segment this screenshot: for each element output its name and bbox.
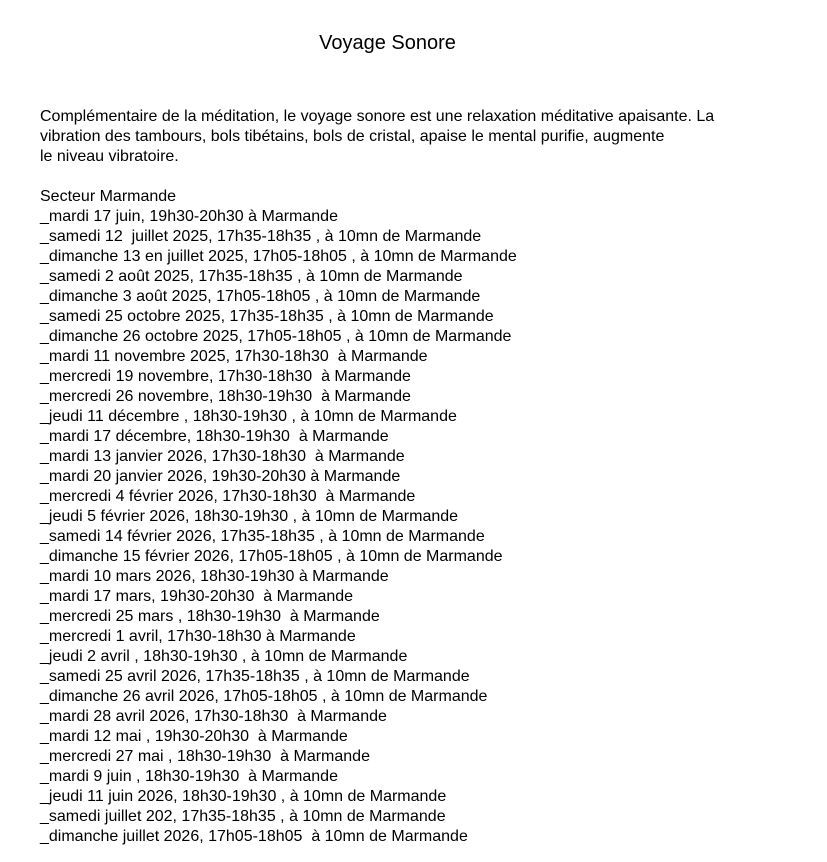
intro-line: Complémentaire de la méditation, le voyage sonore est une relaxation méditative apaisante. La — [40, 108, 715, 125]
sector-heading: Secteur Marmande — [40, 188, 177, 205]
event-item: _mercredi 26 novembre, 18h30-19h30 à Marmande — [40, 388, 411, 405]
event-item: _mercredi 27 mai , 18h30-19h30 à Marmande — [40, 748, 370, 765]
intro-line: vibration des tambours, bols tibétains, bols de cristal, apaise le mental purifie, augmente — [40, 128, 665, 145]
event-item: _mardi 20 janvier 2026, 19h30-20h30 à Marmande — [40, 468, 401, 485]
event-item: _samedi 25 avril 2026, 17h35-18h35 , à 10mn de Marmande — [40, 668, 470, 685]
event-item: _mercredi 19 novembre, 17h30-18h30 à Marmande — [40, 368, 411, 385]
event-item: _jeudi 2 avril , 18h30-19h30 , à 10mn de Marmande — [40, 648, 408, 665]
event-item: _dimanche 3 août 2025, 17h05-18h05 , à 10mn de Marmande — [40, 288, 481, 305]
event-item: _dimanche 13 en juillet 2025, 17h05-18h05 , à 10mn de Marmande — [40, 248, 517, 265]
event-item: _mardi 12 mai , 19h30-20h30 à Marmande — [40, 728, 348, 745]
event-item: _samedi 25 octobre 2025, 17h35-18h35 , à 10mn de Marmande — [40, 308, 494, 325]
event-item: _samedi 12 juillet 2025, 17h35-18h35 , à 10mn de Marmande — [40, 228, 482, 245]
intro-paragraph — [40, 107, 800, 167]
event-item: _dimanche 26 octobre 2025, 17h05-18h05 , à 10mn de Marmande — [40, 328, 512, 345]
intro-line: le niveau vibratoire. — [40, 148, 179, 165]
event-item: _samedi 14 février 2026, 17h35-18h35 , à 10mn de Marmande — [40, 528, 485, 545]
event-item: _mercredi 4 février 2026, 17h30-18h30 à Marmande — [40, 488, 416, 505]
page-title: Voyage Sonore — [319, 32, 456, 54]
event-list — [40, 207, 517, 847]
event-item: _mardi 9 juin , 18h30-19h30 à Marmande — [40, 768, 338, 785]
event-item: _dimanche 26 avril 2026, 17h05-18h05 , à 10mn de Marmande — [40, 688, 488, 705]
event-item: _mercredi 1 avril, 17h30-18h30 à Marmande — [40, 628, 356, 645]
event-item: _dimanche 15 février 2026, 17h05-18h05 , à 10mn de Marmande — [40, 548, 503, 565]
event-item: _mardi 10 mars 2026, 18h30-19h30 à Marmande — [40, 568, 389, 585]
event-item: _mardi 11 novembre 2025, 17h30-18h30 à Marmande — [40, 348, 428, 365]
event-item: _mercredi 25 mars , 18h30-19h30 à Marmande — [40, 608, 380, 625]
event-item: _samedi juillet 202, 17h35-18h35 , à 10mn de Marmande — [40, 808, 446, 825]
event-item: _mardi 17 décembre, 18h30-19h30 à Marmande — [40, 428, 389, 445]
event-item: _mardi 28 avril 2026, 17h30-18h30 à Marmande — [40, 708, 387, 725]
event-item: _jeudi 11 décembre , 18h30-19h30 , à 10mn de Marmande — [40, 408, 457, 425]
event-item: _mardi 17 juin, 19h30-20h30 à Marmande — [40, 208, 338, 225]
event-item: _mardi 13 janvier 2026, 17h30-18h30 à Marmande — [40, 448, 405, 465]
event-item: _samedi 2 août 2025, 17h35-18h35 , à 10mn de Marmande — [40, 268, 463, 285]
event-item: _mardi 17 mars, 19h30-20h30 à Marmande — [40, 588, 354, 605]
event-item: _jeudi 11 juin 2026, 18h30-19h30 , à 10mn de Marmande — [40, 788, 447, 805]
event-item: _dimanche juillet 2026, 17h05-18h05 à 10mn de Marmande — [40, 828, 468, 845]
event-item: _jeudi 5 février 2026, 18h30-19h30 , à 10mn de Marmande — [40, 508, 459, 525]
